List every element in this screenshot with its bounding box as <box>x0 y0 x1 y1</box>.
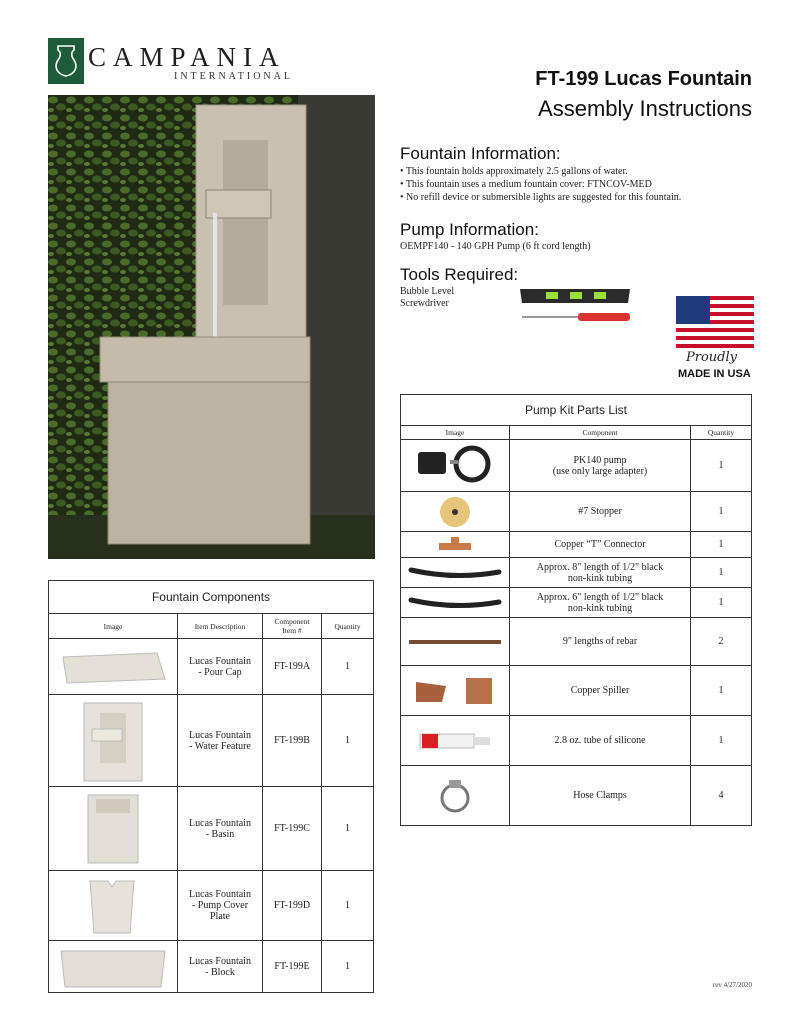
table-row <box>49 639 374 695</box>
stopper-icon <box>401 492 510 532</box>
quantity-cell: 1 <box>691 666 752 716</box>
component-cell: Hose Clamps <box>510 766 691 826</box>
quantity-cell: 1 <box>691 440 752 492</box>
component-cell: Approx. 6" length of 1/2" black non-kink tubing <box>510 588 691 618</box>
component-cell: 9" lengths of rebar <box>510 618 691 666</box>
screwdriver-icon <box>520 310 632 329</box>
quantity-cell: 1 <box>691 716 752 766</box>
usa-flag-icon <box>676 296 754 348</box>
tool-item: Bubble Level <box>400 286 455 297</box>
fountain-photo <box>48 95 375 559</box>
item-number-cell: FT-199C <box>263 787 322 871</box>
logo-name: CAMPANIA <box>88 42 286 72</box>
quantity-cell: 1 <box>691 558 752 588</box>
table-row <box>401 588 752 618</box>
component-cell: PK140 pump (use only large adapter) <box>510 440 691 492</box>
table-row <box>401 492 752 532</box>
components-header: Quantity <box>322 614 374 639</box>
table-row <box>49 941 374 993</box>
table-row <box>49 787 374 871</box>
bubble-level-icon <box>518 286 632 311</box>
table-row <box>401 440 752 492</box>
tubing-icon <box>401 588 510 618</box>
pour-cap-icon <box>49 639 178 695</box>
pump-info-text: OEMPF140 - 140 GPH Pump (6 ft cord length) <box>400 241 591 252</box>
basin-icon <box>49 787 178 871</box>
proudly-script: Proudly <box>686 350 737 365</box>
pump-icon <box>401 440 510 492</box>
table-row <box>49 695 374 787</box>
component-cell: Approx. 8" length of 1/2" black non-kink tubing <box>510 558 691 588</box>
pump-cover-plate-icon <box>49 871 178 941</box>
logo-subtitle: INTERNATIONAL <box>174 71 293 82</box>
components-header: Image <box>49 614 178 639</box>
table-row <box>401 532 752 558</box>
t-connector-icon <box>401 532 510 558</box>
pump-kit-header: Image <box>401 426 510 440</box>
pump-kit-table <box>400 394 752 826</box>
rebar-icon <box>401 618 510 666</box>
quantity-cell: 1 <box>322 639 374 695</box>
quantity-cell: 1 <box>322 787 374 871</box>
item-description-cell: Lucas Fountain - Water Feature <box>178 695 263 787</box>
components-title: Fountain Components <box>49 581 374 614</box>
tool-item: Screwdriver <box>400 298 449 309</box>
fountain-components-table <box>48 580 374 993</box>
logo-mark <box>48 38 84 84</box>
quantity-cell: 1 <box>322 941 374 993</box>
made-in-usa-label: MADE IN USA <box>678 368 751 380</box>
fountain-info-item: • No refill device or submersible lights are suggested for this fountain. <box>400 191 681 204</box>
table-row <box>401 558 752 588</box>
spiller-icon <box>401 666 510 716</box>
table-row <box>401 618 752 666</box>
table-row <box>49 871 374 941</box>
item-description-cell: Lucas Fountain - Pump Cover Plate <box>178 871 263 941</box>
fountain-info-item: • This fountain holds approximately 2.5 gallons of water. <box>400 165 681 178</box>
item-description-cell: Lucas Fountain - Pour Cap <box>178 639 263 695</box>
component-cell: Copper “T” Connector <box>510 532 691 558</box>
table-row <box>401 666 752 716</box>
quantity-cell: 1 <box>691 588 752 618</box>
water-feature-icon <box>49 695 178 787</box>
silicone-tube-icon <box>401 716 510 766</box>
pump-kit-title: Pump Kit Parts List <box>401 395 752 426</box>
document-subtitle: Assembly Instructions <box>538 96 752 121</box>
table-row <box>401 716 752 766</box>
component-cell: Copper Spiller <box>510 666 691 716</box>
pump-kit-header: Component <box>510 426 691 440</box>
item-number-cell: FT-199D <box>263 871 322 941</box>
fountain-info-heading: Fountain Information: <box>400 144 561 163</box>
item-description-cell: Lucas Fountain - Block <box>178 941 263 993</box>
quantity-cell: 2 <box>691 618 752 666</box>
tubing-icon <box>401 558 510 588</box>
fountain-info-item: • This fountain uses a medium fountain cover: FTNCOV-MED <box>400 178 681 191</box>
fountain-info-list <box>400 165 681 204</box>
pump-info-heading: Pump Information: <box>400 220 539 239</box>
component-cell: 2.8 oz. tube of silicone <box>510 716 691 766</box>
item-description-cell: Lucas Fountain - Basin <box>178 787 263 871</box>
quantity-cell: 1 <box>322 871 374 941</box>
hose-clamp-icon <box>401 766 510 826</box>
components-header: Item Description <box>178 614 263 639</box>
item-number-cell: FT-199A <box>263 639 322 695</box>
component-cell: #7 Stopper <box>510 492 691 532</box>
document-title: FT-199 Lucas Fountain <box>535 68 752 90</box>
block-icon <box>49 941 178 993</box>
item-number-cell: FT-199B <box>263 695 322 787</box>
item-number-cell: FT-199E <box>263 941 322 993</box>
quantity-cell: 4 <box>691 766 752 826</box>
pump-kit-header: Quantity <box>691 426 752 440</box>
tools-heading: Tools Required: <box>400 265 519 284</box>
table-row <box>401 766 752 826</box>
revision-date: rev 4/27/2020 <box>712 981 752 989</box>
quantity-cell: 1 <box>691 492 752 532</box>
quantity-cell: 1 <box>691 532 752 558</box>
quantity-cell: 1 <box>322 695 374 787</box>
components-header: Component Item # <box>263 614 322 639</box>
